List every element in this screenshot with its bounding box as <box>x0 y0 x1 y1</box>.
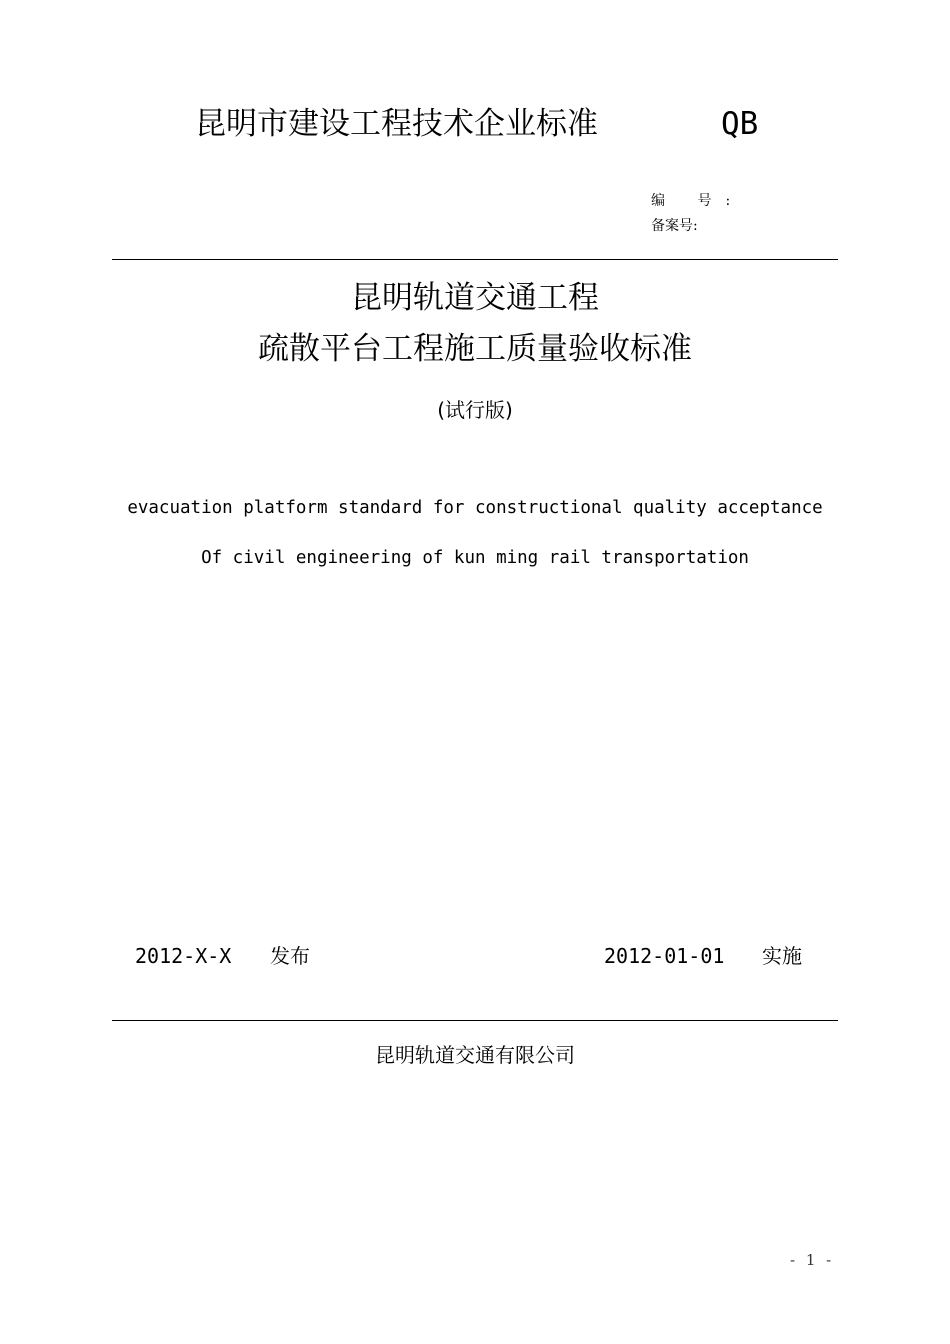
publish-label: 发布 <box>270 944 310 968</box>
standard-category-title: 昆明市建设工程技术企业标准 <box>195 106 598 142</box>
document-number-label: 编 号: <box>651 193 745 209</box>
english-title-line-2: Of civil engineering of kun ming rail transportation <box>201 548 749 568</box>
record-number-label: 备案号: <box>651 218 698 234</box>
document-title-line-1: 昆明轨道交通工程 <box>351 280 599 316</box>
bottom-divider <box>112 1020 838 1021</box>
page-number: - 1 - <box>790 1251 835 1269</box>
english-title-line-1: evacuation platform standard for constructional quality acceptance <box>127 498 823 518</box>
effective-label: 实施 <box>762 944 802 968</box>
top-divider <box>112 259 838 260</box>
standard-code: QB <box>721 106 759 142</box>
document-version: (试行版) <box>437 398 513 422</box>
document-title-line-2: 疏散平台工程施工质量验收标准 <box>258 331 692 367</box>
publish-date: 2012-X-X <box>135 944 232 968</box>
effective-date: 2012-01-01 <box>604 944 725 968</box>
issuing-company: 昆明轨道交通有限公司 <box>375 1043 575 1067</box>
